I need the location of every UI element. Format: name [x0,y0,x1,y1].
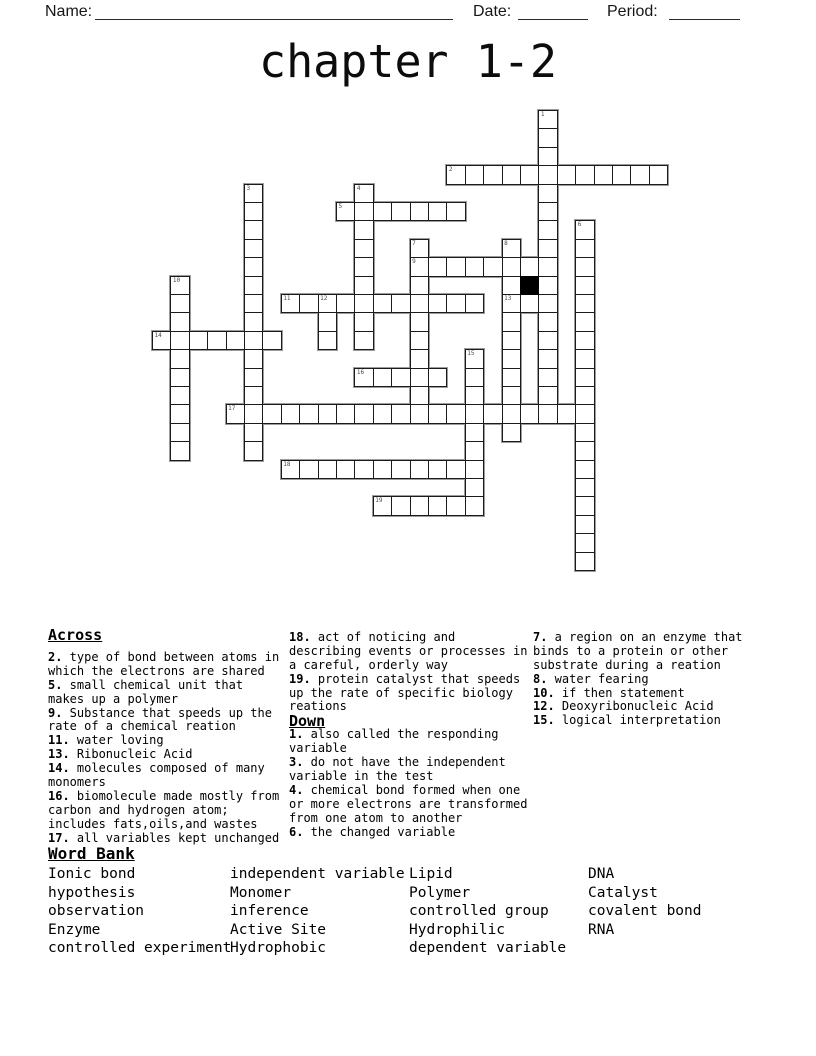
crossword-cell[interactable] [649,165,668,184]
crossword-cell[interactable] [575,460,594,479]
crossword-cell[interactable] [354,184,373,203]
clue-line: 8. water fearing [533,671,649,686]
crossword-cell[interactable] [170,294,189,313]
clue-number: 19. [289,671,311,686]
crossword-cell[interactable] [354,276,373,295]
clue-number: 3. [289,755,304,770]
crossword-cell[interactable] [152,331,171,350]
crossword-cell[interactable] [281,294,300,313]
clue-line: monomers [48,775,106,790]
crossword-cell[interactable] [465,257,484,276]
blocked-cell [520,276,539,295]
crossword-cell[interactable] [446,165,465,184]
word-bank-item: controlled group [409,903,549,920]
crossword-cell[interactable] [244,331,263,350]
crossword-cell[interactable] [465,294,484,313]
cell-number: 4 [356,184,361,192]
crossword-cell[interactable] [483,257,502,276]
crossword-cell[interactable] [630,165,649,184]
crossword-cell[interactable] [428,404,447,423]
crossword-cell[interactable] [244,220,263,239]
crossword-cell[interactable] [575,368,594,387]
crossword-cell[interactable] [244,404,263,423]
crossword-cell[interactable] [318,404,337,423]
crossword-cell[interactable] [354,257,373,276]
crossword-cell[interactable] [483,165,502,184]
crossword-cell[interactable] [520,257,539,276]
crossword-cell[interactable] [428,460,447,479]
clue-line: 10. if then statement [533,685,685,700]
crossword-cell[interactable] [446,257,465,276]
crossword-cell[interactable] [575,220,594,239]
crossword-cell[interactable] [465,368,484,387]
crossword-cell[interactable] [575,239,594,258]
clue-line: 5. small chemical unit that [48,677,244,692]
crossword-cell[interactable] [410,404,429,423]
clue-number: 9. [48,705,63,720]
page-title: chapter 1-2 [258,35,557,88]
crossword-cell[interactable] [299,294,318,313]
down-header: Down [289,712,326,731]
crossword-cell[interactable] [428,368,447,387]
crossword-cell[interactable] [612,165,631,184]
cell-number: 14 [154,331,162,339]
cell-number: 17 [228,405,236,413]
crossword-cell[interactable] [465,349,484,368]
crossword-cell[interactable] [538,184,557,203]
clue-line: 1. also called the responding [289,727,499,742]
clue-number: 15. [533,713,555,728]
crossword-cell[interactable] [465,441,484,460]
clue-number: 16. [48,788,70,803]
crossword-cell[interactable] [410,496,429,515]
clue-line: or more electrons are transformed [289,796,528,811]
crossword-cell[interactable] [465,165,484,184]
crossword-cell[interactable] [170,349,189,368]
clue-line: 13. Ribonucleic Acid [48,747,193,762]
cell-number: 9 [412,258,416,266]
crossword-cell[interactable] [465,386,484,405]
crossword-cell[interactable] [446,202,465,221]
cell-number: 12 [320,295,328,302]
crossword-cell[interactable] [391,404,410,423]
crossword-cell[interactable] [538,165,557,184]
crossword-cell[interactable] [502,423,521,442]
clue-line: which the electrons are shared [48,663,265,678]
clue-number: 17. [48,830,70,845]
crossword-cell[interactable] [465,496,484,515]
clue-line: 12. Deoxyribonucleic Acid [533,699,714,714]
crossword-cell[interactable] [575,165,594,184]
crossword-cell[interactable] [575,552,594,571]
crossword-cell[interactable] [244,386,263,405]
crossword-cell[interactable] [502,368,521,387]
crossword-cell[interactable] [575,331,594,350]
across-header: Across [48,626,103,644]
crossword-cell[interactable] [575,404,594,423]
date-label: Date: [473,3,512,20]
clue-line: 9. Substance that speeds up the [48,705,272,720]
crossword-cell[interactable] [538,312,557,331]
crossword-cell[interactable] [244,202,263,221]
cell-number: 13 [504,295,512,302]
crossword-cell[interactable] [465,404,484,423]
crossword-cell[interactable] [318,312,337,331]
crossword-cell[interactable] [336,202,355,221]
crossword-cell[interactable] [465,478,484,497]
clue-number: 14. [48,761,70,776]
word-bank-item: controlled experiment [48,940,232,957]
crossword-cell[interactable] [373,368,392,387]
word-bank-item: Hydrophilic [409,921,506,938]
cell-number: 8 [504,239,508,247]
crossword-cell[interactable] [557,404,576,423]
word-bank-item: Ionic bond [48,866,136,882]
cell-number: 2 [448,166,453,174]
crossword-cell[interactable] [575,478,594,497]
clue-line: makes up a polymer [48,691,179,706]
crossword-cell[interactable] [538,368,557,387]
crossword-cell[interactable] [170,441,189,460]
crossword-cell[interactable] [170,312,189,331]
word-bank-item: covalent bond [588,903,702,920]
clue-line: 7. a region on an enzyme that [533,630,743,644]
clue-number: 2. [48,650,63,664]
cell-number: 10 [172,276,181,284]
crossword-cell[interactable] [226,404,245,423]
clue-number: 5. [48,677,63,692]
crossword-cell[interactable] [391,294,410,313]
crossword-cell[interactable] [538,239,557,258]
word-bank-item: Catalyst [588,884,658,901]
crossword-cell[interactable] [410,331,429,350]
crossword-cell[interactable] [594,165,613,184]
crossword-cell[interactable] [538,202,557,221]
crossword-cell[interactable] [465,423,484,442]
clue-line: 3. do not have the independent [289,755,506,770]
date-blank-line[interactable] [518,19,588,20]
crossword-cell[interactable] [170,368,189,387]
clues-column-right [533,631,743,728]
crossword-cell[interactable] [391,460,410,479]
crossword-cell[interactable] [428,294,447,313]
crossword-cell[interactable] [354,220,373,239]
crossword-cell[interactable] [538,386,557,405]
crossword-cell[interactable] [410,239,429,258]
crossword-cell[interactable] [354,202,373,221]
clue-line: 14. molecules composed of many [48,761,265,776]
crossword-cell[interactable] [575,533,594,552]
clue-line: reations [289,699,347,714]
crossword-cell[interactable] [410,386,429,405]
crossword-cell[interactable] [410,276,429,295]
crossword-cell[interactable] [575,515,594,534]
crossword-cell[interactable] [538,349,557,368]
clue-line: 15. logical interpretation [533,713,721,728]
clue-line: includes fats,oils,and wastes [48,816,258,831]
crossword-cell[interactable] [410,368,429,387]
word-bank-item: observation [48,903,145,920]
crossword-cell[interactable] [244,441,263,460]
crossword-cell[interactable] [354,331,373,350]
crossword-cell[interactable] [575,276,594,295]
crossword-cell[interactable] [373,496,392,515]
clue-line: 4. chemical bond formed when one [289,782,521,797]
clue-line: binds to a protein or other [533,643,729,658]
crossword-cell[interactable] [502,349,521,368]
crossword-cell[interactable] [318,331,337,350]
crossword-cell[interactable] [538,257,557,276]
crossword-cell[interactable] [538,110,557,129]
crossword-cell[interactable] [244,312,263,331]
crossword-cell[interactable] [502,404,521,423]
crossword-cell[interactable] [538,128,557,147]
crossword-cell[interactable] [262,404,281,423]
crossword-cell[interactable] [428,202,447,221]
word-bank-item: DNA [588,866,615,882]
crossword-cell[interactable] [170,276,189,295]
clue-number: 12. [533,699,555,714]
clue-number: 13. [48,747,70,762]
crossword-cell[interactable] [244,423,263,442]
crossword-cell[interactable] [502,165,521,184]
cell-number: 5 [338,203,343,210]
crossword-cell[interactable] [299,404,318,423]
crossword-cell[interactable] [502,276,521,295]
crossword-cell[interactable] [483,404,502,423]
word-bank-item: RNA [588,921,615,938]
cell-number: 18 [283,460,291,468]
crossword-cell[interactable] [410,257,429,276]
clue-line: 11. water loving [48,733,164,748]
crossword-cell[interactable] [170,386,189,405]
crossword-cell[interactable] [373,404,392,423]
clue-line: variable [289,741,347,756]
crossword-cell[interactable] [538,331,557,350]
word-bank-item: dependent variable [409,940,567,957]
clue-line: substrate during a reation [533,657,721,672]
period-label: Period: [607,3,658,20]
crossword-cell[interactable] [354,460,373,479]
cell-number: 6 [577,221,582,229]
clues-column-middle [289,631,527,839]
crossword-cell[interactable] [170,404,189,423]
crossword-cell[interactable] [520,165,539,184]
crossword-cell[interactable] [373,202,392,221]
clue-number: 10. [533,685,555,700]
crossword-cell[interactable] [336,460,355,479]
period-blank-line[interactable] [669,19,740,20]
clue-line: 6. the changed variable [289,824,456,839]
word-bank-item: hypothesis [48,884,136,901]
crossword-cell[interactable] [502,331,521,350]
crossword-cell[interactable] [538,220,557,239]
crossword-cell[interactable] [244,349,263,368]
crossword-cell[interactable] [281,460,300,479]
crossword-cell[interactable] [373,294,392,313]
crossword-cell[interactable] [391,368,410,387]
crossword-cell[interactable] [575,441,594,460]
word-bank-item: independent variable [230,866,405,882]
word-bank-header: Word Bank [48,844,135,863]
crossword-cell[interactable] [428,496,447,515]
crossword-cell[interactable] [207,331,226,350]
clue-line: 2. type of bond between atoms in [48,650,280,664]
crossword-cell[interactable] [446,294,465,313]
crossword-cell[interactable] [575,257,594,276]
clue-number: 4. [289,782,304,797]
crossword-cell[interactable] [575,496,594,515]
crossword-cell[interactable] [318,294,337,313]
crossword-cell[interactable] [410,294,429,313]
clue-line: carbon and hydrogen atom; [48,802,229,817]
word-bank-item: Active Site [230,921,327,938]
crossword-cell[interactable] [244,184,263,203]
crossword-cell[interactable] [391,202,410,221]
crossword-cell[interactable] [446,460,465,479]
crossword-cell[interactable] [373,460,392,479]
word-bank-item: inference [230,903,309,920]
clues-column-left [48,628,279,845]
clue-line: describing events or processes in [289,643,528,658]
crossword-cell[interactable] [410,202,429,221]
crossword-cell[interactable] [575,423,594,442]
crossword-cell[interactable] [520,404,539,423]
word-bank-item: Lipid [409,866,453,882]
clue-line: 19. protein catalyst that speeds [289,671,521,686]
crossword-cell[interactable] [410,312,429,331]
cell-number: 19 [375,497,383,505]
crossword-cell[interactable] [354,239,373,258]
crossword-cell[interactable] [465,460,484,479]
crossword-cell[interactable] [244,257,263,276]
crossword-cell[interactable] [502,386,521,405]
clue-number: 18. [289,630,311,644]
crossword-cell[interactable] [410,349,429,368]
crossword-cell[interactable] [428,257,447,276]
crossword-cell[interactable] [575,294,594,313]
crossword-cell[interactable] [538,294,557,313]
crossword-cell[interactable] [520,294,539,313]
crossword-cell[interactable] [575,386,594,405]
clue-number: 7. [533,630,548,644]
crossword-cell[interactable] [502,257,521,276]
word-bank-item: Monomer [230,884,292,901]
crossword-cell[interactable] [244,239,263,258]
clue-number: 1. [289,727,304,742]
cell-number: 11 [283,295,291,302]
crossword-cell[interactable] [354,368,373,387]
crossword-cell[interactable] [170,331,189,350]
word-bank-item: Polymer [409,884,471,901]
crossword-cell[interactable] [502,312,521,331]
crossword-cell[interactable] [502,239,521,258]
name-blank-line[interactable] [95,19,453,20]
clue-line: a careful, orderly way [289,657,448,672]
clue-line: 18. act of noticing and [289,630,456,644]
crossword-cell[interactable] [354,312,373,331]
cell-number: 16 [356,368,365,376]
crossword-cell[interactable] [446,496,465,515]
crossword-cell[interactable] [575,349,594,368]
crossword-cell[interactable] [538,404,557,423]
crossword-cell[interactable] [336,404,355,423]
clue-line: 16. biomolecule made mostly from [48,788,280,803]
clue-line: from one atom to another [289,810,463,825]
clue-number: 11. [48,733,70,748]
crossword-cell[interactable] [502,294,521,313]
word-bank-item: Enzyme [48,921,101,938]
crossword-cell[interactable] [170,423,189,442]
clue-line: 17. all variables kept unchanged [48,830,280,845]
cell-number: 1 [540,111,545,118]
cell-number: 3 [246,184,251,192]
crossword-cell[interactable] [557,165,576,184]
clue-number: 6. [289,824,304,839]
crossword-cell[interactable] [336,294,355,313]
cell-number: 15 [467,350,475,358]
name-label: Name: [45,3,93,20]
crossword-cell[interactable] [538,147,557,166]
crossword-cell[interactable] [244,294,263,313]
crossword-cell[interactable] [538,276,557,295]
crossword-cell[interactable] [410,460,429,479]
cell-number: 7 [412,239,416,247]
crossword-cell[interactable] [299,460,318,479]
crossword-cell[interactable] [244,276,263,295]
crossword-cell[interactable] [354,404,373,423]
clue-line: rate of a chemical reation [48,719,236,734]
crossword-cell[interactable] [446,404,465,423]
crossword-cell[interactable] [575,312,594,331]
clue-line: variable in the test [289,769,434,784]
word-bank-item: Hydrophobic [230,940,327,957]
crossword-cell[interactable] [281,404,300,423]
crossword-cell[interactable] [354,294,373,313]
crossword-cell[interactable] [244,368,263,387]
crossword-cell[interactable] [262,331,281,350]
crossword-grid [152,110,672,575]
clue-number: 8. [533,671,548,686]
clue-line: up the rate of specific biology [289,685,513,700]
crossword-cell[interactable] [189,331,208,350]
crossword-cell[interactable] [318,460,337,479]
crossword-cell[interactable] [226,331,245,350]
crossword-cell[interactable] [391,496,410,515]
